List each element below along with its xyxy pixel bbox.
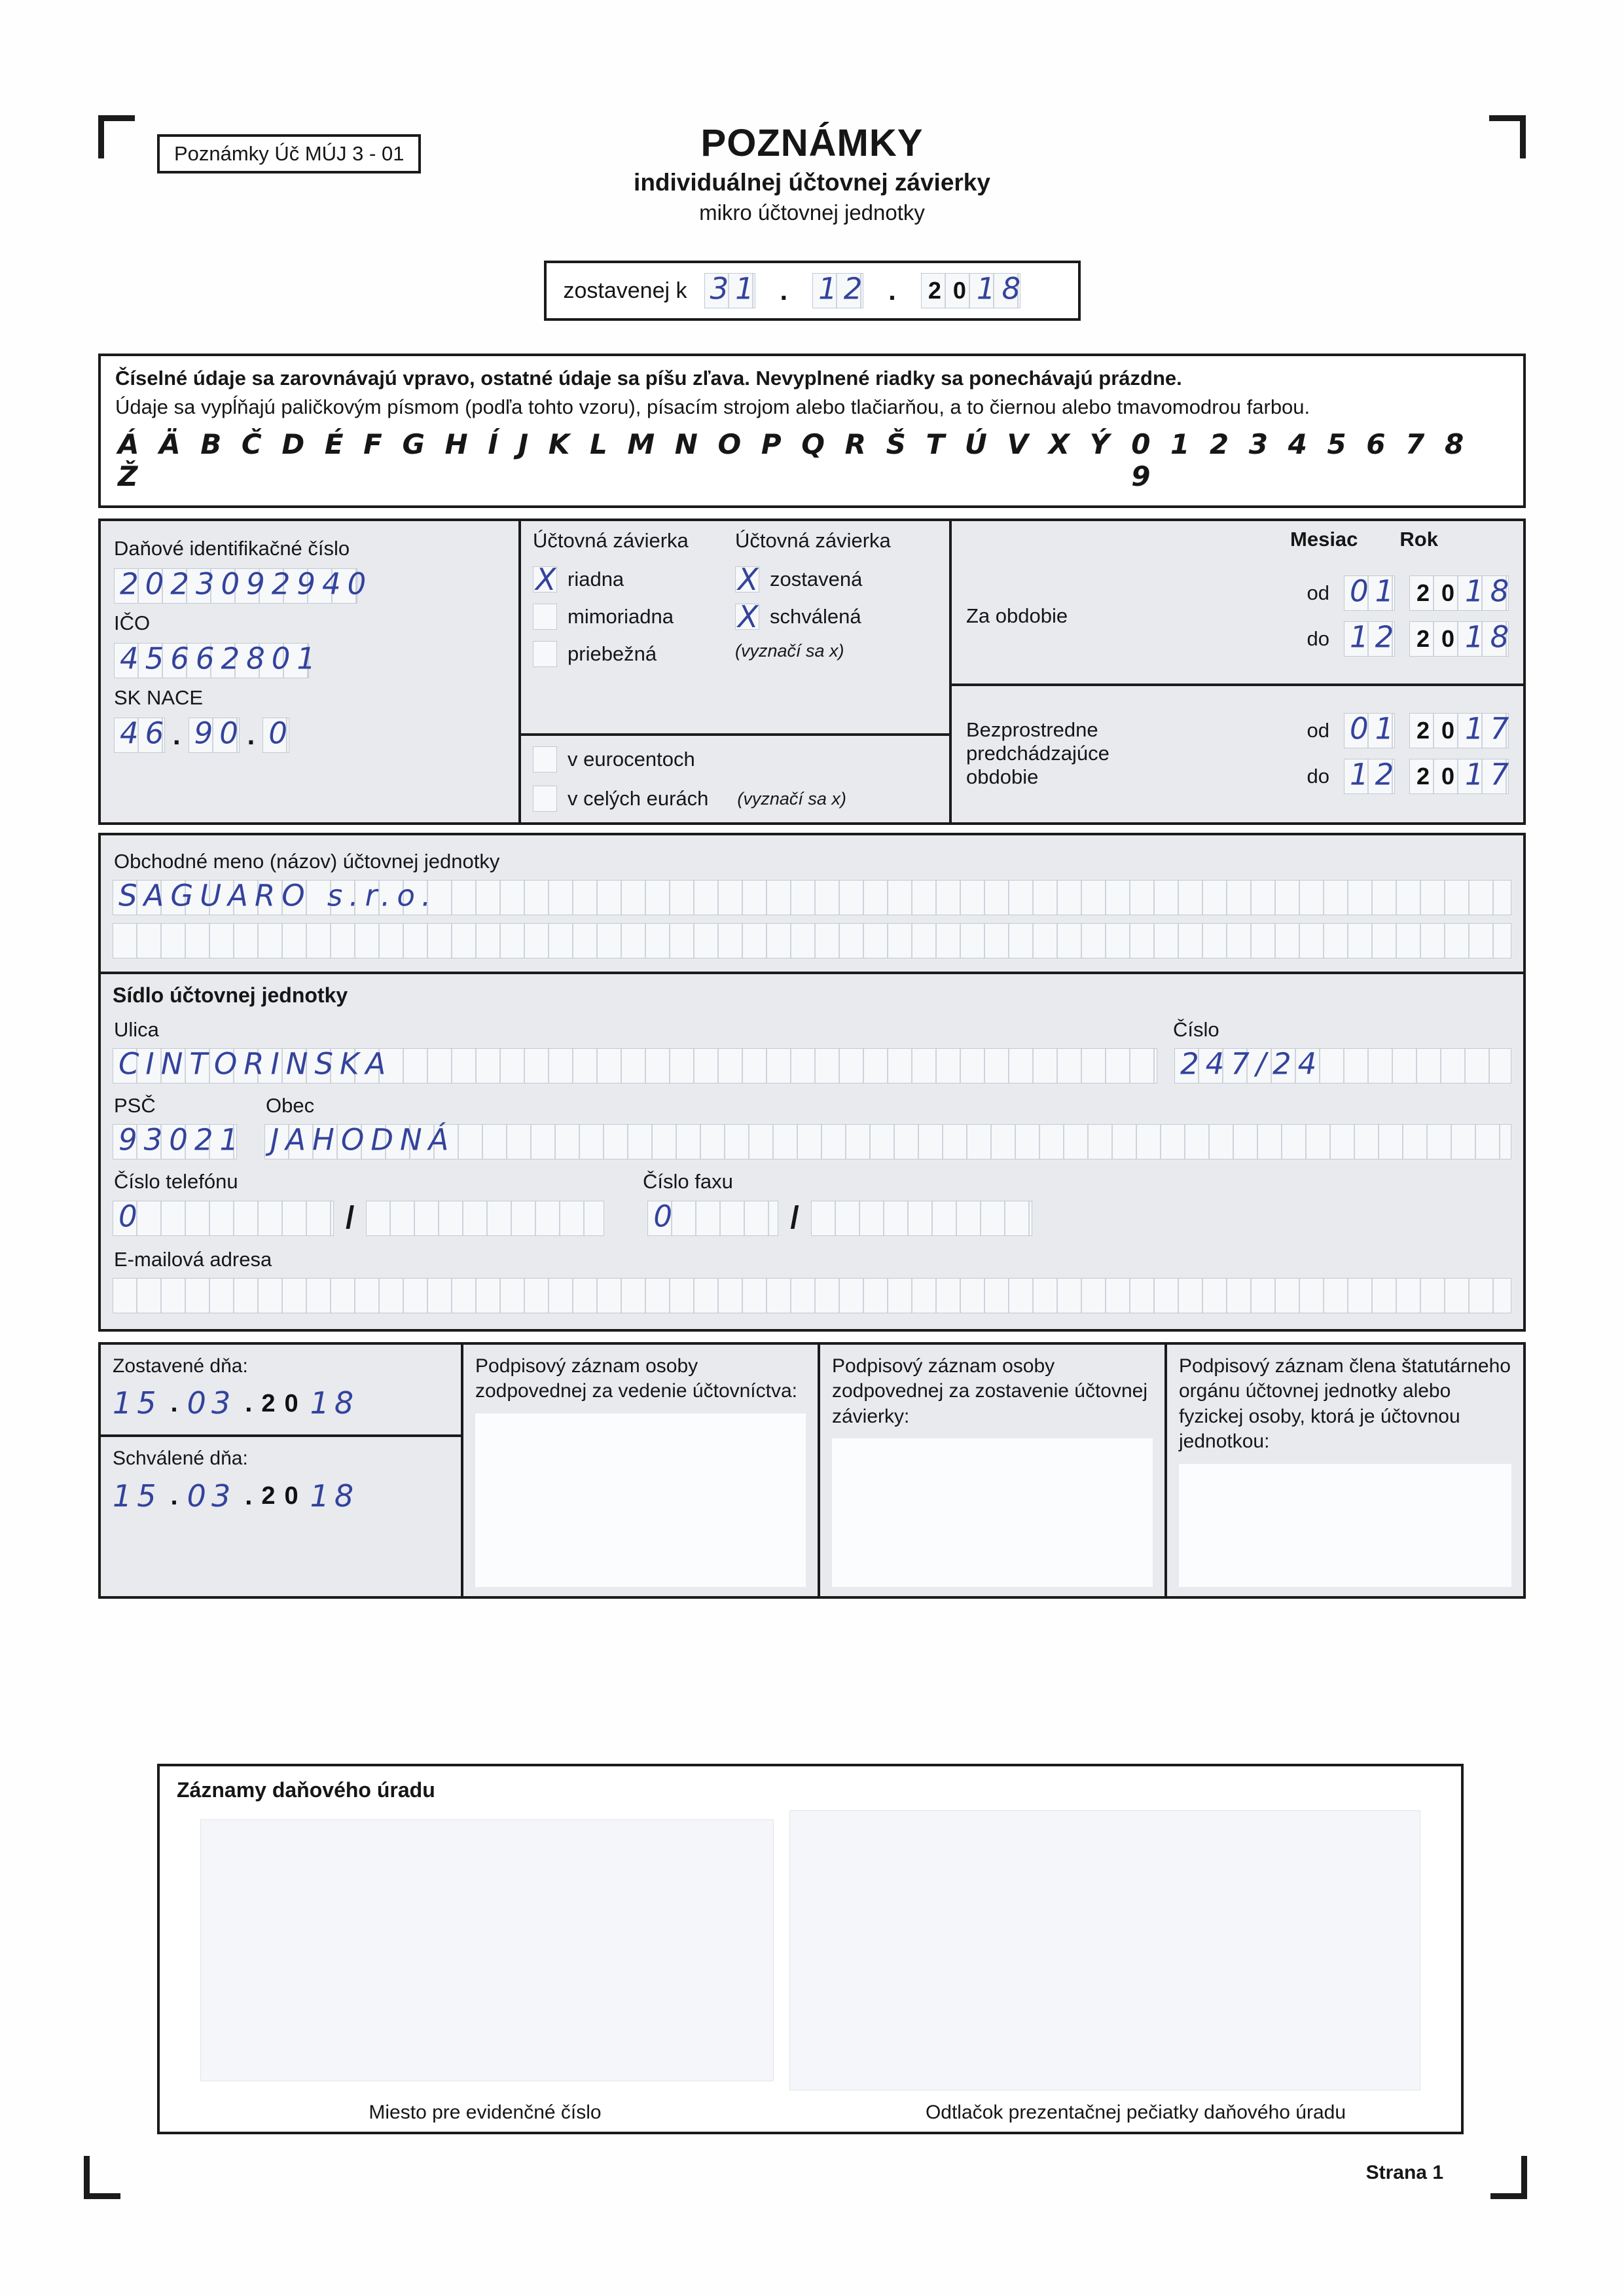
schvalene-year: 18 xyxy=(310,1478,359,1514)
email-field xyxy=(113,1278,1511,1313)
signature-1-label: Podpisový záznam osoby zodpovednej za vedenie účtovníctva: xyxy=(475,1355,797,1402)
page-subtitle-2: mikro účtovnej jednotky xyxy=(699,200,925,225)
option-mimoriadna xyxy=(533,604,735,630)
form-code-box: Poznámky Úč MÚJ 3 - 01 xyxy=(157,134,421,173)
month-value: 01 xyxy=(1350,574,1401,609)
year-print: 20 xyxy=(1416,625,1467,652)
month-cells xyxy=(1344,711,1401,748)
zostavene-date xyxy=(113,1384,449,1423)
option-whole-euros xyxy=(533,786,937,812)
evidence-number-caption: Miesto pre evidenčné číslo xyxy=(369,2102,602,2123)
signatures-panel xyxy=(98,1342,1526,1599)
zostavene-year: 18 xyxy=(310,1385,359,1421)
year-value: 17 xyxy=(1465,711,1516,746)
riadna-label: riadna xyxy=(568,568,624,591)
title-block xyxy=(98,121,1526,225)
whole-euros-checkbox xyxy=(533,786,557,812)
signature-3-area xyxy=(1179,1464,1511,1587)
priebezna-label: priebežná xyxy=(568,642,657,665)
schvalena-checkbox xyxy=(735,599,759,634)
schvalene-date xyxy=(113,1477,449,1516)
month-value: 12 xyxy=(1350,619,1401,655)
statement-type-left xyxy=(533,529,735,727)
sknace-field-3 xyxy=(262,716,294,753)
option-priebezna xyxy=(533,641,735,667)
date-dot: . xyxy=(888,275,896,306)
cislo-field xyxy=(1174,1048,1511,1084)
mark-with-x-note-2: (vyznačí sa x) xyxy=(737,788,846,809)
do-label: do xyxy=(1307,627,1329,650)
month-cells xyxy=(1344,619,1401,657)
option-riadna xyxy=(533,562,735,597)
cislo-value: 247/24 xyxy=(1180,1046,1324,1082)
priebezna-checkbox xyxy=(533,641,557,667)
signature-column-1 xyxy=(461,1345,818,1596)
schvalene-label: Schválené dňa: xyxy=(113,1448,248,1470)
statement-type-header-right: Účtovná závierka xyxy=(735,529,891,552)
schvalena-label: schválená xyxy=(770,605,861,628)
company-name-field-2 xyxy=(113,923,1511,958)
mesiac-label: Mesiac xyxy=(1290,528,1358,551)
compiled-year-value: 18 xyxy=(976,271,1028,306)
signature-3-label: Podpisový záznam člena štatutárneho orgánu účtovnej jednotky alebo fyzickej osoby, ktorá je účtovnou jednotkou: xyxy=(1179,1355,1511,1453)
stamp-caption: Odtlačok prezentačnej pečiatky daňového úradu xyxy=(925,2102,1346,2123)
dic-value: 2023092940 xyxy=(120,566,373,602)
company-name-field xyxy=(113,880,1511,915)
month-cells xyxy=(1344,574,1401,611)
obec-label: Obec xyxy=(266,1094,315,1117)
ulica-value: CINTORINSKA xyxy=(118,1046,393,1082)
compiled-date-label: zostavenej k xyxy=(563,278,687,303)
page-number: Strana 1 xyxy=(1365,2162,1443,2183)
ico-field xyxy=(114,641,323,678)
schvalene-day: 15 xyxy=(113,1478,162,1514)
riadna-checkbox xyxy=(533,562,557,597)
statement-type-header-left: Účtovná závierka xyxy=(533,529,689,552)
year-cells xyxy=(1409,574,1516,611)
year-value: 18 xyxy=(1465,574,1516,609)
schvalene-section xyxy=(101,1434,461,1596)
zostavene-section xyxy=(101,1345,461,1434)
mimoriadna-checkbox xyxy=(533,604,557,630)
dates-column xyxy=(101,1345,461,1596)
signature-2-area xyxy=(832,1438,1153,1587)
month-value: 12 xyxy=(1350,757,1401,792)
date-dot: . xyxy=(245,1389,253,1418)
fax-slash: / xyxy=(790,1201,799,1235)
telefon-field-1 xyxy=(113,1198,334,1236)
predchadzajuce-label: Bezprostredne predchádzajúce obdobie xyxy=(966,718,1110,788)
sknace-field-1 xyxy=(114,716,171,753)
date-dot: . xyxy=(170,1481,178,1510)
date-dot: . xyxy=(245,1481,253,1510)
cislo-label: Číslo xyxy=(1173,1018,1219,1041)
ico-label: IČO xyxy=(114,611,151,634)
sample-letters: Á Ä B Č D É F G H Í J K L M N O P Q R Š T Ú V X Ý Ž xyxy=(118,428,1115,492)
email-label: E-mailová adresa xyxy=(114,1248,272,1271)
sidlo-header: Sídlo účtovnej jednotky xyxy=(101,972,1523,1009)
telefon-field-2 xyxy=(366,1201,604,1236)
signature-column-2 xyxy=(818,1345,1164,1596)
dic-field xyxy=(114,566,373,604)
signature-1-area xyxy=(475,1413,806,1587)
zostavene-label: Zostavené dňa: xyxy=(113,1355,248,1377)
sknace-field-2 xyxy=(189,716,245,753)
identification-panel xyxy=(98,519,1526,825)
zostavene-year-print: 20 xyxy=(261,1389,308,1417)
compiled-day-value: 31 xyxy=(710,271,761,306)
date-dot: . xyxy=(170,1389,178,1418)
statement-type-column xyxy=(518,521,952,822)
year-cells xyxy=(1409,711,1516,748)
year-value: 17 xyxy=(1465,757,1516,792)
instruction-line-1: Číselné údaje sa zarovnávajú vpravo, ostatné údaje sa píšu zľava. Nevyplnené riadky sa ponechávajú prázdne. xyxy=(115,367,1182,390)
month-year-header xyxy=(966,528,1509,551)
sknace-dot: . xyxy=(173,720,181,750)
fax-field-1 xyxy=(647,1198,778,1236)
ulica-field xyxy=(113,1048,1157,1084)
option-eurocents xyxy=(533,746,937,773)
obec-value: JAHODNÁ xyxy=(270,1122,456,1157)
previous-period-block xyxy=(966,693,1516,814)
za-obdobie-label: Za obdobie xyxy=(966,604,1068,627)
period-divider xyxy=(952,683,1523,686)
month-value: 01 xyxy=(1350,711,1401,746)
compiled-month-value: 12 xyxy=(818,271,869,306)
year-cells xyxy=(1409,619,1516,657)
year-value: 18 xyxy=(1465,619,1516,655)
month-cells xyxy=(1344,757,1401,794)
stamp-area xyxy=(789,1810,1420,2090)
psc-value: 93021 xyxy=(118,1122,245,1157)
sample-characters-row xyxy=(115,428,1509,495)
tax-office-header: Záznamy daňového úradu xyxy=(177,1778,435,1802)
schvalena-check-mark: X xyxy=(738,599,759,634)
instructions-box xyxy=(98,354,1526,508)
sknace-value-3: 0 xyxy=(268,716,294,751)
date-dot: . xyxy=(780,275,788,306)
company-panel xyxy=(98,833,1526,1332)
identifiers-column xyxy=(101,521,518,822)
telefon-value: 0 xyxy=(118,1198,144,1233)
sknace-value-1: 46 xyxy=(120,716,171,751)
schvalene-month: 03 xyxy=(187,1478,236,1514)
zostavena-label: zostavená xyxy=(770,568,863,591)
year-cells xyxy=(1409,757,1516,794)
sknace-label: SK NACE xyxy=(114,686,204,709)
sknace-value-2: 90 xyxy=(194,716,245,751)
obec-field xyxy=(264,1124,1511,1159)
compiled-day-cells xyxy=(704,271,761,308)
eurocents-label: v eurocentoch xyxy=(568,748,695,771)
sample-digits: 0 1 2 3 4 5 6 7 8 9 xyxy=(1131,428,1470,492)
period-row-do-previous xyxy=(1307,757,1516,794)
eurocents-checkbox xyxy=(533,746,557,773)
current-period-block xyxy=(966,555,1516,677)
zostavene-month: 03 xyxy=(187,1385,236,1421)
compiled-month-cells xyxy=(812,271,869,308)
evidence-number-area xyxy=(200,1819,774,2081)
period-column xyxy=(952,521,1523,822)
zostavene-day: 15 xyxy=(113,1385,162,1421)
currency-units-section xyxy=(521,733,949,822)
mimoriadna-label: mimoriadna xyxy=(568,605,674,628)
telefon-slash: / xyxy=(346,1201,355,1235)
do-label: do xyxy=(1307,765,1329,788)
page-subtitle-1: individuálnej účtovnej závierky xyxy=(634,169,990,196)
option-schvalena xyxy=(735,599,937,634)
ulica-label: Ulica xyxy=(114,1018,159,1041)
instruction-line-2: Údaje sa vypĺňajú paličkovým písmom (podľa tohto vzoru), písacím strojom alebo tlačiarňou, a to čiernou alebo tmavomodrou farbou. xyxy=(115,395,1310,418)
psc-label: PSČ xyxy=(114,1094,156,1117)
year-print: 20 xyxy=(1416,717,1467,744)
ico-value: 45662801 xyxy=(120,641,323,676)
period-row-od-previous xyxy=(1307,711,1516,748)
whole-euros-label: v celých eurách xyxy=(568,787,709,810)
company-name-label: Obchodné meno (názov) účtovnej jednotky xyxy=(114,850,500,873)
compiled-date-box xyxy=(544,261,1081,321)
telefon-label: Číslo telefónu xyxy=(114,1170,238,1193)
od-label: od xyxy=(1307,719,1329,742)
page-title: POZNÁMKY xyxy=(700,122,924,164)
compiled-year-cells xyxy=(921,271,1028,308)
signature-2-label: Podpisový záznam osoby zodpovednej za zostavenie účtovnej závierky: xyxy=(832,1355,1147,1427)
fax-label: Číslo faxu xyxy=(643,1170,733,1193)
fax-value: 0 xyxy=(653,1198,679,1233)
zostavena-checkbox xyxy=(735,562,759,597)
signature-column-3 xyxy=(1164,1345,1523,1596)
zostavena-check-mark: X xyxy=(738,562,759,597)
year-print: 20 xyxy=(1416,579,1467,606)
sknace-dot: . xyxy=(247,720,255,750)
year-print: 20 xyxy=(1416,763,1467,790)
od-label: od xyxy=(1307,581,1329,604)
mark-with-x-note: (vyznačí sa x) xyxy=(735,641,844,661)
rok-label: Rok xyxy=(1399,528,1438,551)
tax-office-box xyxy=(157,1764,1464,2134)
statement-type-right xyxy=(735,529,937,727)
schvalene-year-print: 20 xyxy=(261,1482,308,1510)
riadna-check-mark: X xyxy=(535,562,556,597)
option-zostavena xyxy=(735,562,937,597)
dic-label: Daňové identifikačné číslo xyxy=(114,537,350,560)
period-row-od-current xyxy=(1307,574,1516,611)
compiled-year-print: 20 xyxy=(928,277,978,304)
fax-field-2 xyxy=(811,1201,1032,1236)
period-row-do-current xyxy=(1307,619,1516,657)
form-content xyxy=(98,0,1526,2184)
company-name-value: SAGUARO s.r.o. xyxy=(118,878,438,913)
psc-field xyxy=(113,1122,245,1159)
form-header xyxy=(98,0,1526,354)
